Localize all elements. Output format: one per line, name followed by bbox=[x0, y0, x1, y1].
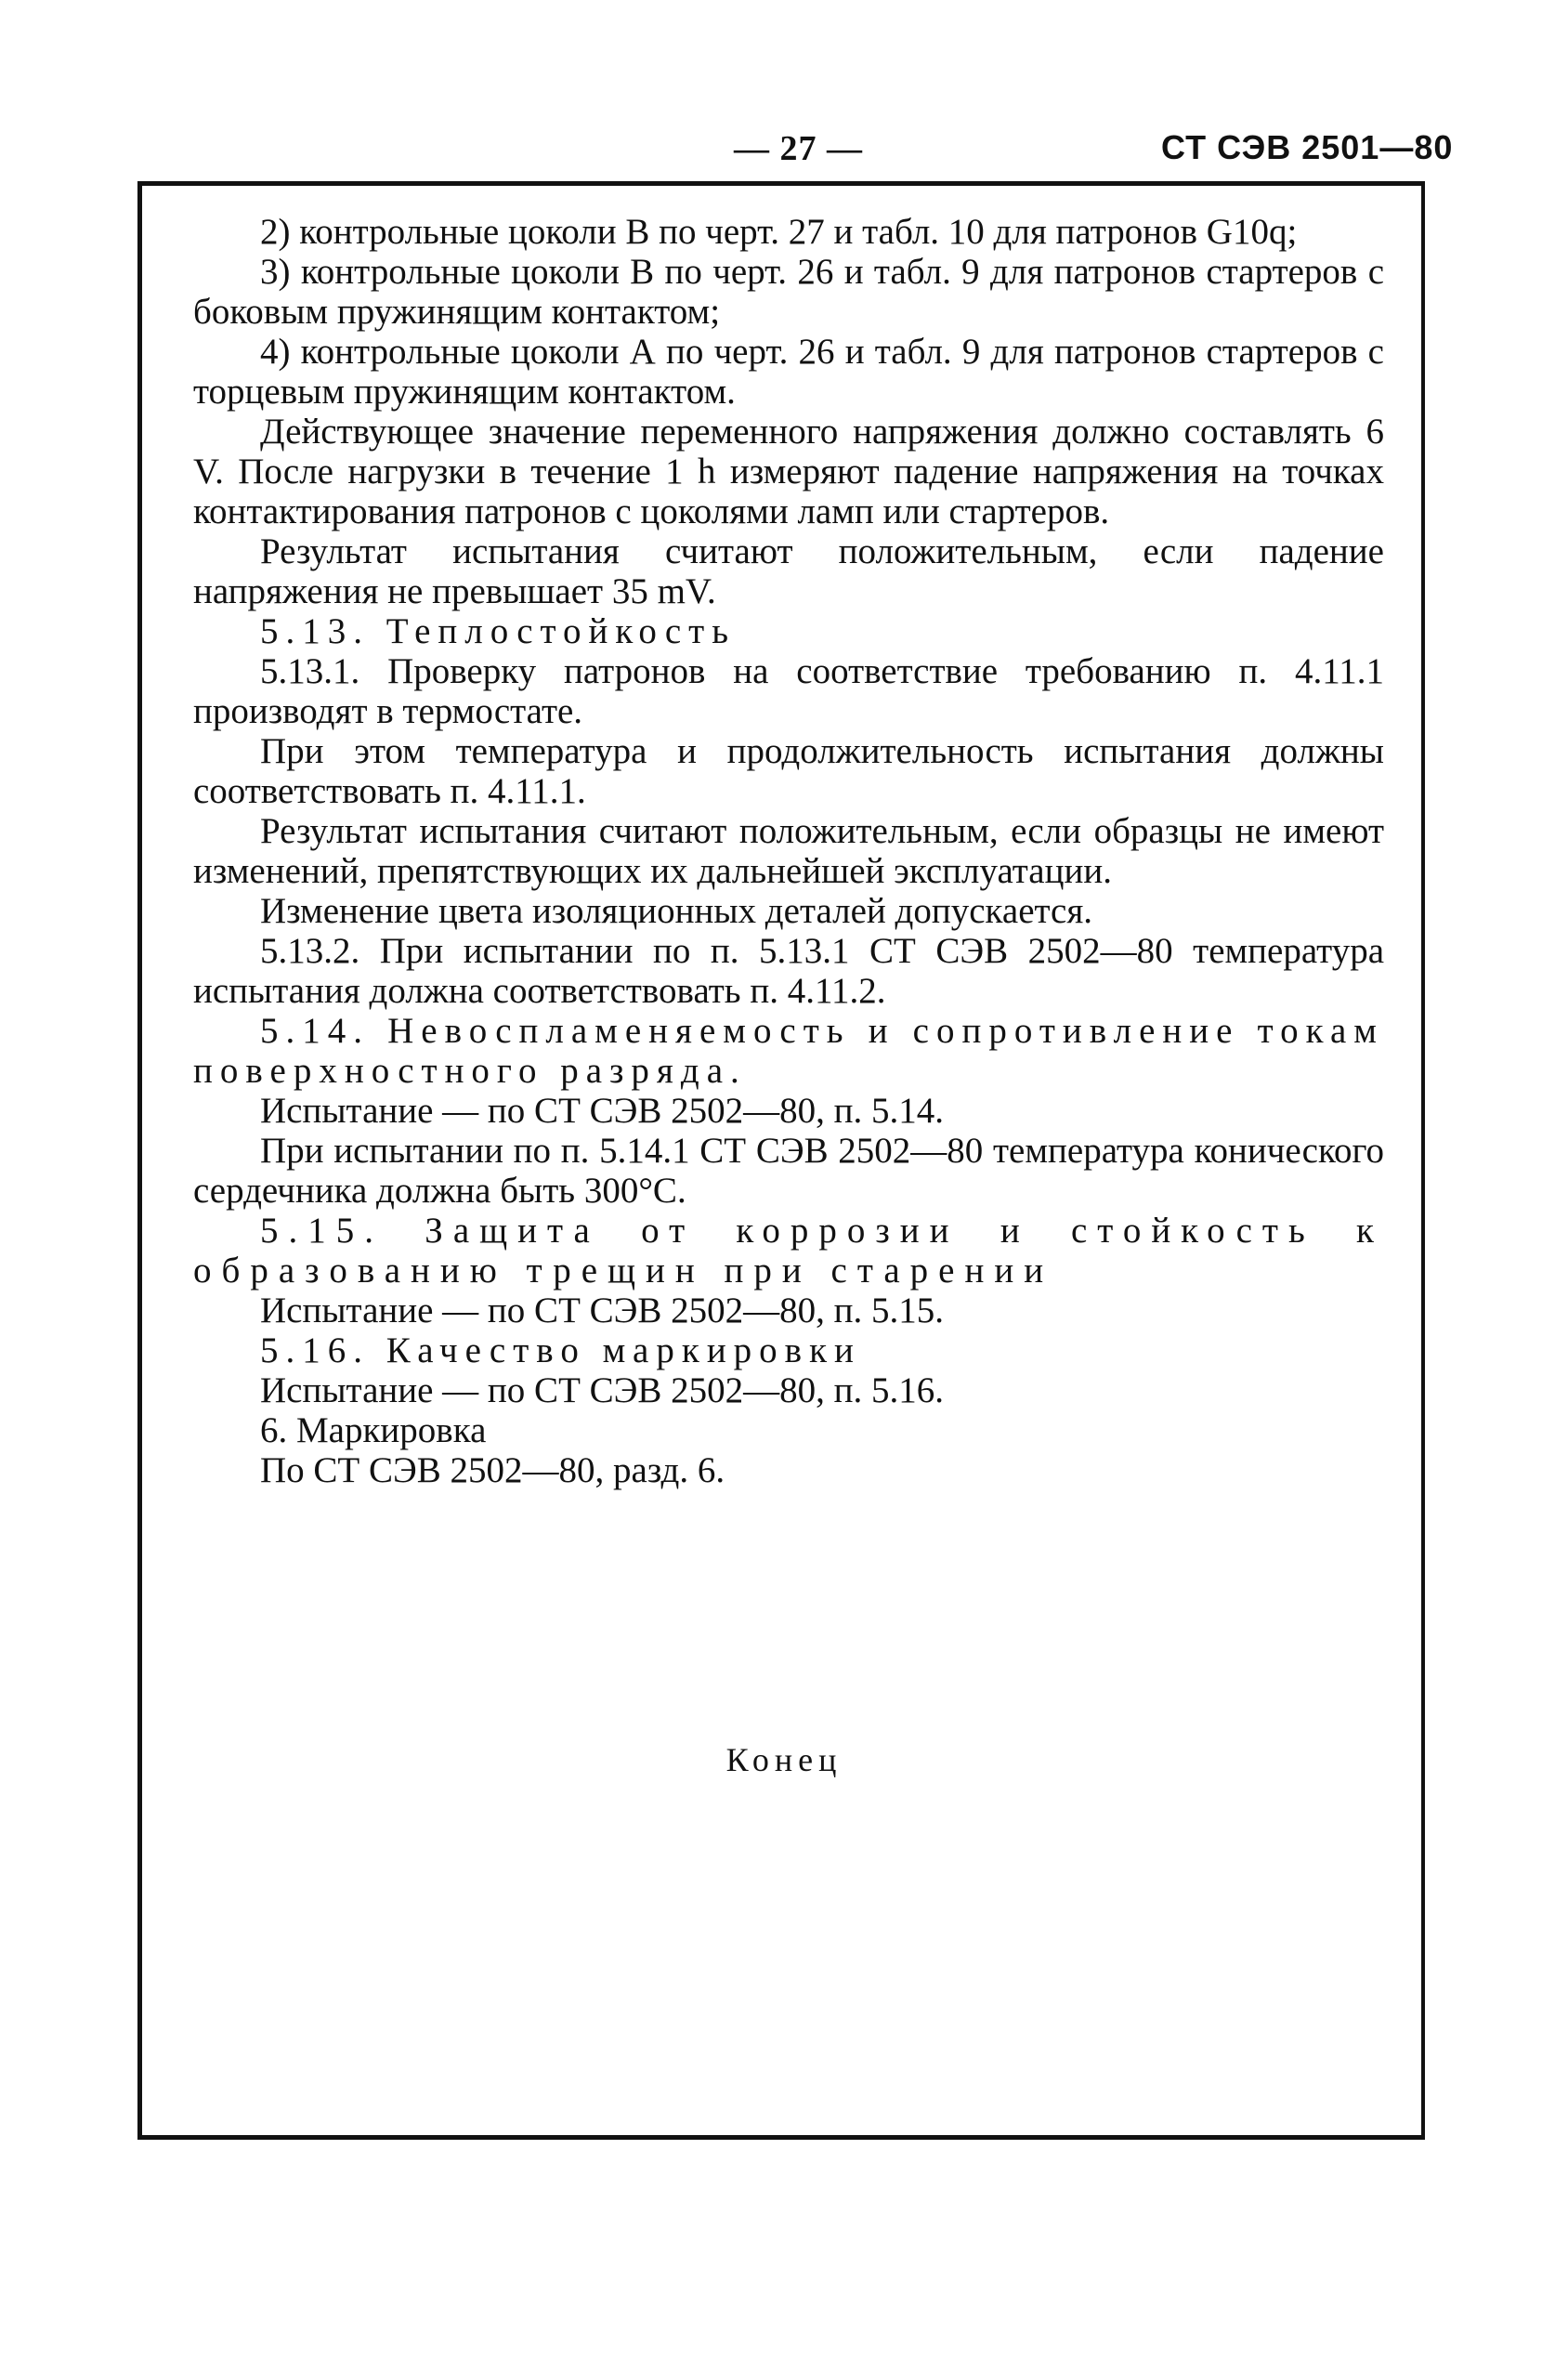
frame-top-rule bbox=[139, 181, 1425, 186]
paragraph: 2) контрольные цоколи В по черт. 27 и табл. 10 для патронов G10q; bbox=[260, 212, 1298, 252]
paragraph: Изменение цвета изоляционных деталей допускается. bbox=[260, 891, 1093, 931]
section-heading: 5.14. Невоспламеняемость и сопротивление токам поверхностного разряда. bbox=[193, 1011, 1384, 1091]
section-heading: 5.16. Качество маркировки bbox=[260, 1330, 861, 1370]
paragraph: При испытании по п. 5.14.1 СТ СЭВ 2502—80 температура конического сердечника должна быть 300°С. bbox=[193, 1131, 1384, 1211]
paragraph: 4) контрольные цоколи А по черт. 26 и табл. 9 для патронов стартеров с торцевым пружинящим контактом. bbox=[193, 332, 1384, 412]
paragraph: Результат испытания считают положительным, если образцы не имеют изменений, препятствующих их дальнейшей эксплуатации. bbox=[193, 811, 1384, 891]
paragraph: 5.13.1. Проверку патронов на соответствие требованию п. 4.11.1 производят в термостате. bbox=[193, 651, 1384, 731]
paragraph: По СТ СЭВ 2502—80, разд. 6. bbox=[260, 1450, 725, 1490]
frame-bottom-rule bbox=[139, 2135, 1425, 2140]
section-heading: 6. Маркировка bbox=[260, 1410, 487, 1450]
page-number: — 27 — bbox=[734, 129, 863, 168]
document-body bbox=[193, 212, 1384, 1490]
paragraph: 5.13.2. При испытании по п. 5.13.1 СТ СЭВ 2502—80 температура испытания должна соответствовать п. 4.11.2. bbox=[193, 931, 1384, 1011]
paragraph: При этом температура и продолжительность испытания должны соответствовать п. 4.11.1. bbox=[193, 731, 1384, 811]
paragraph: Испытание — по СТ СЭВ 2502—80, п. 5.15. bbox=[260, 1291, 945, 1330]
end-mark: Конец bbox=[725, 1741, 843, 1778]
paragraph: Испытание — по СТ СЭВ 2502—80, п. 5.14. bbox=[260, 1091, 945, 1131]
frame-left-rule bbox=[137, 181, 142, 2140]
frame-right-rule bbox=[1421, 181, 1425, 2140]
section-heading: 5.15. Защита от коррозии и стойкость к образованию трещин при старении bbox=[193, 1211, 1384, 1291]
paragraph: Действующее значение переменного напряжения должно составлять 6 V. После нагрузки в течение 1 h измеряют падение напряжения на точках контактирования патронов с цоколями ламп или стартеров. bbox=[193, 412, 1384, 531]
paragraph: Результат испытания считают положительным, если падение напряжения не превышает 35 mV. bbox=[193, 531, 1384, 611]
paragraph: 3) контрольные цоколи В по черт. 26 и табл. 9 для патронов стартеров с боковым пружинящим контактом; bbox=[193, 252, 1384, 332]
standard-code: СТ СЭВ 2501—80 bbox=[1161, 128, 1454, 166]
paragraph: Испытание — по СТ СЭВ 2502—80, п. 5.16. bbox=[260, 1370, 945, 1410]
section-heading: 5.13. Теплостойкость bbox=[260, 611, 736, 651]
